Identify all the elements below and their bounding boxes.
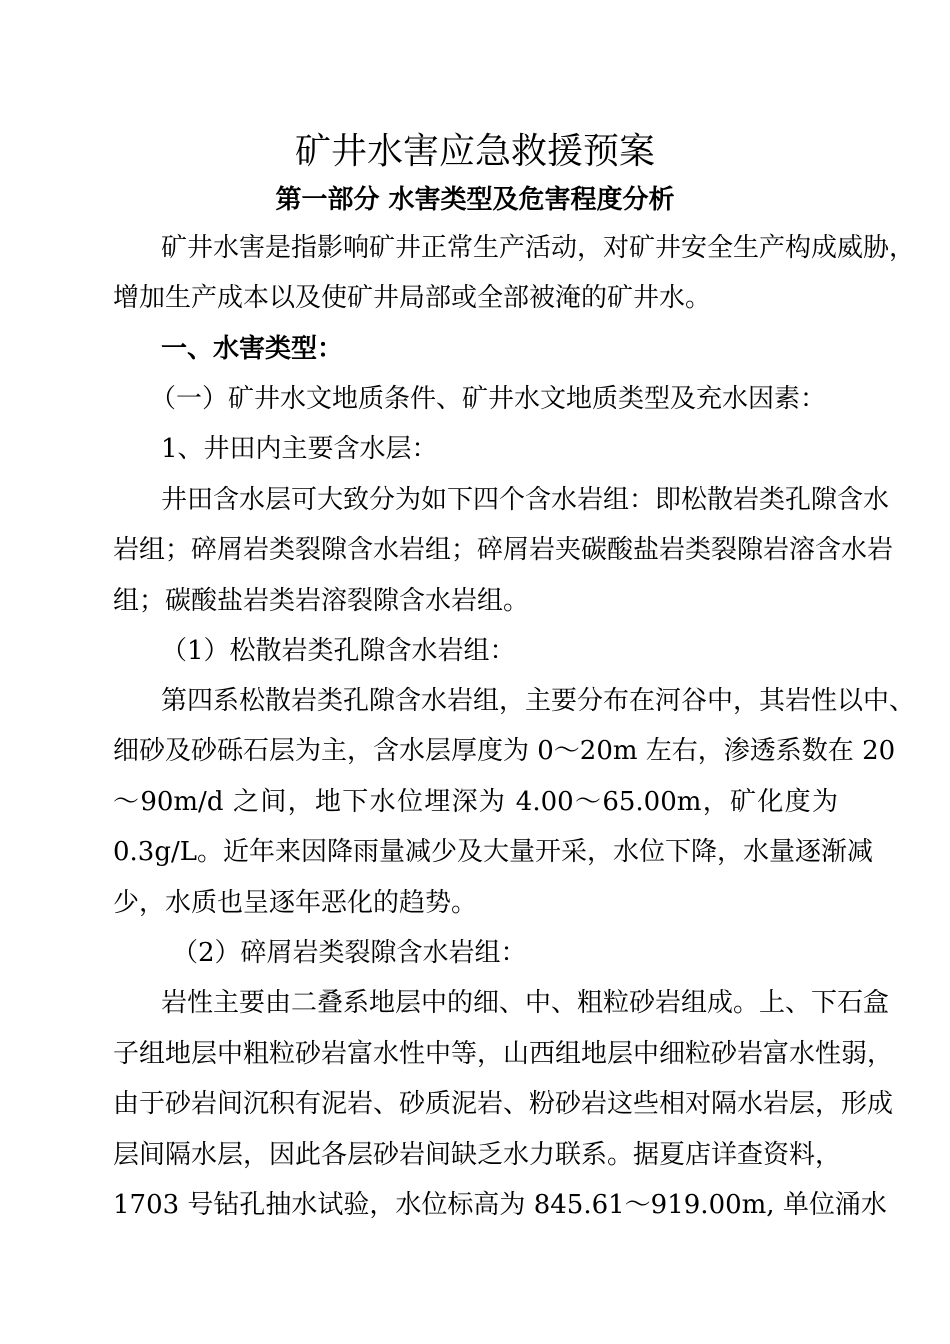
- paragraph-line: 少，水质也呈逐年恶化的趋势。: [113, 888, 478, 918]
- document-title: 矿井水害应急救援预案: [294, 131, 655, 172]
- subsection-heading: 一、水害类型：: [161, 334, 344, 364]
- paragraph-line: 层间隔水层，因此各层砂岩间缺乏水力联系。据夏店详查资料，: [113, 1140, 842, 1170]
- paragraph-line: 组；碳酸盐岩类岩溶裂隙含水岩组。: [113, 586, 530, 616]
- paragraph-line: 第四系松散岩类孔隙含水岩组，主要分布在河谷中，其岩性以中、: [161, 686, 916, 716]
- subsection-heading: （一）矿井水文地质条件、矿井水文地质类型及充水因素：: [150, 384, 827, 414]
- paragraph-line: 岩性主要由二叠系地层中的细、中、粗粒砂岩组成。上、下石盒: [161, 988, 890, 1018]
- paragraph-line: ～90m/d 之间，地下水位埋深为 4.00～65.00m，矿化度为: [113, 787, 838, 817]
- subsection-heading: （1）松散岩类孔隙含水岩组：: [161, 636, 516, 666]
- subsection-heading: （2）碎屑岩类裂隙含水岩组：: [172, 938, 527, 968]
- paragraph-line: 岩组；碎屑岩类裂隙含水岩组；碎屑岩夹碳酸盐岩类裂隙岩溶含水岩: [113, 535, 894, 565]
- paragraph-line: 由于砂岩间沉积有泥岩、砂质泥岩、粉砂岩这些相对隔水岩层，形成: [113, 1089, 894, 1119]
- section-heading: 第一部分 水害类型及危害程度分析: [275, 185, 675, 215]
- paragraph-line: 细砂及砂砾石层为主，含水层厚度为 0～20m 左右，渗透系数在 20: [113, 736, 896, 766]
- paragraph-line: 1703 号钻孔抽水试验，水位标高为 845.61～919.00m, 单位涌水: [113, 1190, 887, 1220]
- paragraph-line: 增加生产成本以及使矿井局部或全部被淹的矿井水。: [113, 283, 712, 313]
- paragraph-line: 矿井水害是指影响矿井正常生产活动，对矿井安全生产构成威胁，: [161, 233, 916, 263]
- subsection-heading: 1、井田内主要含水层：: [161, 434, 438, 464]
- paragraph-line: 子组地层中粗粒砂岩富水性中等，山西组地层中细粒砂岩富水性弱，: [113, 1039, 894, 1069]
- paragraph-line: 井田含水层可大致分为如下四个含水岩组：即松散岩类孔隙含水: [161, 485, 890, 515]
- paragraph-line: 0.3g/L。近年来因降雨量减少及大量开采，水位下降，水量逐渐减: [113, 837, 874, 867]
